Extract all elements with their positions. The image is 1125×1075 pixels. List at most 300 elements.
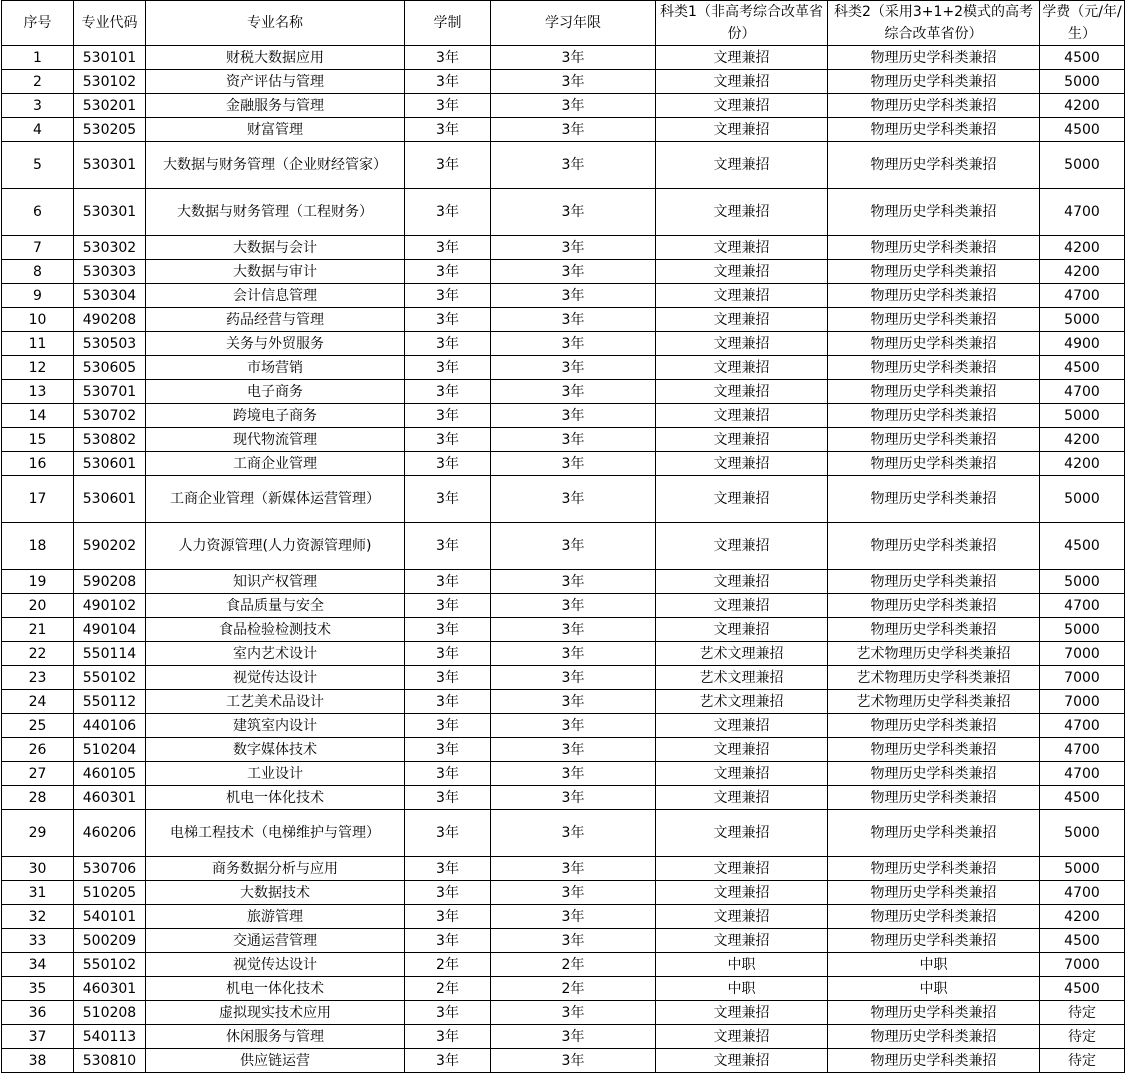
cell-years: 3年: [491, 666, 656, 690]
table-row: [2, 94, 1125, 118]
cell-name: 室内艺术设计: [146, 642, 405, 666]
cell-index: 28: [2, 786, 74, 810]
cell-years: 3年: [491, 738, 656, 762]
cell-years: 3年: [491, 380, 656, 404]
cell-index: 8: [2, 260, 74, 284]
cell-code: 440106: [74, 714, 146, 738]
cell-category2: 物理历史学科类兼招: [828, 284, 1040, 308]
cell-code: 530701: [74, 380, 146, 404]
col-header-code: 专业代码: [74, 1, 146, 46]
cell-code: 490102: [74, 594, 146, 618]
cell-system: 3年: [405, 714, 491, 738]
cell-index: 20: [2, 594, 74, 618]
cell-tuition: 4700: [1040, 714, 1125, 738]
cell-category2: 物理历史学科类兼招: [828, 94, 1040, 118]
table-row: [2, 356, 1125, 380]
cell-code: 550112: [74, 690, 146, 714]
cell-name: 休闲服务与管理: [146, 1025, 405, 1049]
cell-category2: 物理历史学科类兼招: [828, 332, 1040, 356]
cell-category1: 文理兼招: [656, 284, 828, 308]
cell-tuition: 4700: [1040, 189, 1125, 236]
cell-code: 510208: [74, 1001, 146, 1025]
table-row: [2, 857, 1125, 881]
cell-tuition: 4700: [1040, 881, 1125, 905]
cell-category1: 文理兼招: [656, 523, 828, 570]
cell-years: 3年: [491, 618, 656, 642]
table-row: [2, 332, 1125, 356]
header-row: [2, 1, 1125, 46]
cell-index: 30: [2, 857, 74, 881]
cell-tuition: 4200: [1040, 905, 1125, 929]
cell-category1: 文理兼招: [656, 929, 828, 953]
cell-index: 38: [2, 1049, 74, 1073]
cell-years: 3年: [491, 642, 656, 666]
cell-code: 550102: [74, 666, 146, 690]
cell-index: 22: [2, 642, 74, 666]
cell-name: 工艺美术品设计: [146, 690, 405, 714]
cell-category1: 文理兼招: [656, 594, 828, 618]
cell-tuition: 7000: [1040, 953, 1125, 977]
cell-system: 3年: [405, 142, 491, 189]
cell-tuition: 待定: [1040, 1025, 1125, 1049]
cell-index: 1: [2, 46, 74, 70]
table-row: [2, 618, 1125, 642]
cell-category1: 中职: [656, 977, 828, 1001]
cell-tuition: 7000: [1040, 666, 1125, 690]
cell-name: 工业设计: [146, 762, 405, 786]
cell-category2: 艺术物理历史学科类兼招: [828, 690, 1040, 714]
cell-code: 550102: [74, 953, 146, 977]
cell-category2: 物理历史学科类兼招: [828, 929, 1040, 953]
cell-system: 3年: [405, 738, 491, 762]
cell-category1: 文理兼招: [656, 786, 828, 810]
cell-system: 3年: [405, 428, 491, 452]
table-row: [2, 738, 1125, 762]
cell-tuition: 4500: [1040, 977, 1125, 1001]
cell-system: 3年: [405, 881, 491, 905]
cell-category2: 物理历史学科类兼招: [828, 428, 1040, 452]
cell-category1: 文理兼招: [656, 404, 828, 428]
cell-years: 3年: [491, 308, 656, 332]
cell-code: 530303: [74, 260, 146, 284]
cell-tuition: 4500: [1040, 523, 1125, 570]
table-row: [2, 428, 1125, 452]
cell-system: 3年: [405, 308, 491, 332]
cell-tuition: 5000: [1040, 142, 1125, 189]
cell-years: 3年: [491, 70, 656, 94]
table-row: [2, 260, 1125, 284]
cell-category2: 物理历史学科类兼招: [828, 260, 1040, 284]
cell-tuition: 4500: [1040, 786, 1125, 810]
table-row: [2, 142, 1125, 189]
cell-index: 13: [2, 380, 74, 404]
cell-years: 3年: [491, 881, 656, 905]
cell-code: 500209: [74, 929, 146, 953]
cell-system: 3年: [405, 594, 491, 618]
cell-tuition: 5000: [1040, 404, 1125, 428]
cell-years: 3年: [491, 284, 656, 308]
cell-name: 交通运营管理: [146, 929, 405, 953]
cell-name: 商务数据分析与应用: [146, 857, 405, 881]
cell-tuition: 4500: [1040, 118, 1125, 142]
cell-category2: 物理历史学科类兼招: [828, 810, 1040, 857]
cell-category1: 艺术文理兼招: [656, 666, 828, 690]
cell-category1: 文理兼招: [656, 46, 828, 70]
cell-index: 27: [2, 762, 74, 786]
cell-years: 3年: [491, 857, 656, 881]
table-row: [2, 523, 1125, 570]
cell-code: 510204: [74, 738, 146, 762]
cell-years: 3年: [491, 714, 656, 738]
table-row: [2, 977, 1125, 1001]
table-row: [2, 666, 1125, 690]
cell-tuition: 4900: [1040, 332, 1125, 356]
cell-name: 大数据与财务管理（企业财经管家）: [146, 142, 405, 189]
col-header-category2: 科类2（采用3+1+2模式的高考综合改革省份）: [828, 1, 1040, 46]
cell-code: 530503: [74, 332, 146, 356]
cell-code: 530702: [74, 404, 146, 428]
cell-category1: 文理兼招: [656, 857, 828, 881]
cell-index: 34: [2, 953, 74, 977]
cell-category2: 物理历史学科类兼招: [828, 1001, 1040, 1025]
cell-index: 5: [2, 142, 74, 189]
cell-code: 530605: [74, 356, 146, 380]
table-row: [2, 905, 1125, 929]
cell-index: 2: [2, 70, 74, 94]
cell-years: 3年: [491, 118, 656, 142]
cell-name: 大数据技术: [146, 881, 405, 905]
cell-tuition: 5000: [1040, 618, 1125, 642]
cell-tuition: 4200: [1040, 236, 1125, 260]
cell-category1: 文理兼招: [656, 380, 828, 404]
cell-years: 2年: [491, 953, 656, 977]
cell-index: 15: [2, 428, 74, 452]
cell-tuition: 7000: [1040, 642, 1125, 666]
cell-system: 3年: [405, 570, 491, 594]
table-row: [2, 690, 1125, 714]
cell-system: 3年: [405, 332, 491, 356]
cell-category1: 文理兼招: [656, 428, 828, 452]
cell-category2: 物理历史学科类兼招: [828, 46, 1040, 70]
cell-category1: 文理兼招: [656, 94, 828, 118]
cell-code: 530601: [74, 452, 146, 476]
col-header-tuition: 学费（元/年/生）: [1040, 1, 1125, 46]
cell-name: 视觉传达设计: [146, 953, 405, 977]
cell-tuition: 5000: [1040, 70, 1125, 94]
cell-index: 33: [2, 929, 74, 953]
cell-name: 现代物流管理: [146, 428, 405, 452]
table-row: [2, 929, 1125, 953]
cell-name: 大数据与财务管理（工程财务）: [146, 189, 405, 236]
cell-category2: 物理历史学科类兼招: [828, 523, 1040, 570]
majors-table: [1, 0, 1125, 1073]
cell-years: 3年: [491, 1001, 656, 1025]
cell-index: 25: [2, 714, 74, 738]
cell-code: 460301: [74, 786, 146, 810]
cell-category1: 文理兼招: [656, 714, 828, 738]
cell-category2: 物理历史学科类兼招: [828, 618, 1040, 642]
cell-tuition: 7000: [1040, 690, 1125, 714]
table-row: [2, 189, 1125, 236]
cell-category2: 物理历史学科类兼招: [828, 714, 1040, 738]
cell-code: 530802: [74, 428, 146, 452]
cell-index: 14: [2, 404, 74, 428]
cell-years: 3年: [491, 332, 656, 356]
cell-category2: 物理历史学科类兼招: [828, 738, 1040, 762]
table-row: [2, 284, 1125, 308]
cell-index: 31: [2, 881, 74, 905]
cell-system: 3年: [405, 857, 491, 881]
cell-category2: 物理历史学科类兼招: [828, 762, 1040, 786]
cell-years: 3年: [491, 236, 656, 260]
cell-category2: 物理历史学科类兼招: [828, 570, 1040, 594]
cell-years: 3年: [491, 570, 656, 594]
cell-category1: 文理兼招: [656, 236, 828, 260]
cell-code: 490208: [74, 308, 146, 332]
cell-system: 3年: [405, 476, 491, 523]
cell-name: 机电一体化技术: [146, 786, 405, 810]
cell-system: 3年: [405, 666, 491, 690]
cell-code: 530601: [74, 476, 146, 523]
cell-years: 3年: [491, 189, 656, 236]
cell-name: 财税大数据应用: [146, 46, 405, 70]
cell-name: 工商企业管理: [146, 452, 405, 476]
cell-years: 3年: [491, 46, 656, 70]
table-row: [2, 953, 1125, 977]
cell-category1: 文理兼招: [656, 118, 828, 142]
cell-category2: 物理历史学科类兼招: [828, 70, 1040, 94]
cell-tuition: 4700: [1040, 594, 1125, 618]
cell-category1: 文理兼招: [656, 476, 828, 523]
cell-category1: 文理兼招: [656, 332, 828, 356]
cell-system: 3年: [405, 380, 491, 404]
cell-category1: 文理兼招: [656, 308, 828, 332]
cell-years: 3年: [491, 476, 656, 523]
table-row: [2, 404, 1125, 428]
cell-years: 3年: [491, 404, 656, 428]
cell-system: 3年: [405, 70, 491, 94]
cell-name: 电子商务: [146, 380, 405, 404]
table-row: [2, 476, 1125, 523]
cell-name: 金融服务与管理: [146, 94, 405, 118]
table-row: [2, 810, 1125, 857]
cell-name: 旅游管理: [146, 905, 405, 929]
cell-system: 3年: [405, 905, 491, 929]
cell-index: 19: [2, 570, 74, 594]
cell-category2: 物理历史学科类兼招: [828, 189, 1040, 236]
table-row: [2, 762, 1125, 786]
cell-code: 530102: [74, 70, 146, 94]
cell-code: 530304: [74, 284, 146, 308]
cell-code: 530301: [74, 189, 146, 236]
cell-index: 29: [2, 810, 74, 857]
cell-index: 16: [2, 452, 74, 476]
cell-category2: 物理历史学科类兼招: [828, 1049, 1040, 1073]
cell-name: 食品检验检测技术: [146, 618, 405, 642]
cell-index: 36: [2, 1001, 74, 1025]
cell-years: 3年: [491, 786, 656, 810]
cell-index: 3: [2, 94, 74, 118]
cell-code: 460301: [74, 977, 146, 1001]
cell-years: 3年: [491, 452, 656, 476]
cell-system: 2年: [405, 977, 491, 1001]
cell-system: 3年: [405, 46, 491, 70]
cell-system: 3年: [405, 1025, 491, 1049]
table-row: [2, 118, 1125, 142]
cell-years: 3年: [491, 929, 656, 953]
cell-category2: 物理历史学科类兼招: [828, 236, 1040, 260]
cell-years: 3年: [491, 260, 656, 284]
cell-system: 3年: [405, 94, 491, 118]
cell-index: 26: [2, 738, 74, 762]
cell-category1: 文理兼招: [656, 881, 828, 905]
table-row: [2, 1001, 1125, 1025]
cell-name: 电梯工程技术（电梯维护与管理）: [146, 810, 405, 857]
cell-tuition: 4500: [1040, 46, 1125, 70]
cell-tuition: 5000: [1040, 857, 1125, 881]
cell-name: 关务与外贸服务: [146, 332, 405, 356]
cell-index: 17: [2, 476, 74, 523]
cell-system: 3年: [405, 642, 491, 666]
cell-name: 跨境电子商务: [146, 404, 405, 428]
cell-category2: 中职: [828, 953, 1040, 977]
col-header-name: 专业名称: [146, 1, 405, 46]
cell-name: 数字媒体技术: [146, 738, 405, 762]
table-row: [2, 881, 1125, 905]
cell-category1: 文理兼招: [656, 810, 828, 857]
cell-category2: 艺术物理历史学科类兼招: [828, 642, 1040, 666]
cell-name: 工商企业管理（新媒体运营管理）: [146, 476, 405, 523]
cell-tuition: 4700: [1040, 762, 1125, 786]
col-header-years: 学习年限: [491, 1, 656, 46]
cell-category1: 文理兼招: [656, 618, 828, 642]
cell-system: 3年: [405, 118, 491, 142]
cell-system: 3年: [405, 690, 491, 714]
cell-code: 530101: [74, 46, 146, 70]
cell-index: 10: [2, 308, 74, 332]
cell-system: 3年: [405, 618, 491, 642]
cell-name: 机电一体化技术: [146, 977, 405, 1001]
cell-tuition: 5000: [1040, 810, 1125, 857]
cell-category1: 文理兼招: [656, 1025, 828, 1049]
cell-system: 3年: [405, 1001, 491, 1025]
cell-category1: 文理兼招: [656, 762, 828, 786]
cell-tuition: 4700: [1040, 284, 1125, 308]
cell-category1: 文理兼招: [656, 1049, 828, 1073]
cell-code: 590202: [74, 523, 146, 570]
cell-name: 供应链运营: [146, 1049, 405, 1073]
cell-years: 3年: [491, 690, 656, 714]
cell-years: 3年: [491, 523, 656, 570]
cell-years: 2年: [491, 977, 656, 1001]
table-row: [2, 380, 1125, 404]
cell-name: 大数据与会计: [146, 236, 405, 260]
cell-index: 12: [2, 356, 74, 380]
cell-code: 490104: [74, 618, 146, 642]
cell-system: 3年: [405, 929, 491, 953]
cell-tuition: 4700: [1040, 380, 1125, 404]
cell-category1: 文理兼招: [656, 452, 828, 476]
cell-category2: 物理历史学科类兼招: [828, 380, 1040, 404]
cell-tuition: 4200: [1040, 94, 1125, 118]
cell-name: 资产评估与管理: [146, 70, 405, 94]
cell-tuition: 5000: [1040, 476, 1125, 523]
table-row: [2, 70, 1125, 94]
cell-category2: 物理历史学科类兼招: [828, 142, 1040, 189]
table-body: [2, 46, 1125, 1073]
cell-system: 3年: [405, 189, 491, 236]
cell-code: 530810: [74, 1049, 146, 1073]
cell-system: 3年: [405, 404, 491, 428]
cell-years: 3年: [491, 428, 656, 452]
cell-category1: 文理兼招: [656, 905, 828, 929]
col-header-index: 序号: [2, 1, 74, 46]
cell-tuition: 4200: [1040, 452, 1125, 476]
cell-years: 3年: [491, 142, 656, 189]
cell-category2: 物理历史学科类兼招: [828, 881, 1040, 905]
cell-system: 3年: [405, 523, 491, 570]
cell-tuition: 4700: [1040, 738, 1125, 762]
cell-category2: 物理历史学科类兼招: [828, 476, 1040, 523]
cell-system: 3年: [405, 356, 491, 380]
cell-category1: 中职: [656, 953, 828, 977]
cell-years: 3年: [491, 810, 656, 857]
cell-code: 530302: [74, 236, 146, 260]
table-row: [2, 236, 1125, 260]
cell-system: 3年: [405, 810, 491, 857]
cell-tuition: 5000: [1040, 308, 1125, 332]
cell-code: 590208: [74, 570, 146, 594]
cell-category2: 中职: [828, 977, 1040, 1001]
cell-system: 2年: [405, 953, 491, 977]
cell-code: 530301: [74, 142, 146, 189]
cell-years: 3年: [491, 356, 656, 380]
cell-category1: 文理兼招: [656, 70, 828, 94]
table-row: [2, 1049, 1125, 1073]
cell-index: 4: [2, 118, 74, 142]
cell-index: 21: [2, 618, 74, 642]
cell-name: 虚拟现实技术应用: [146, 1001, 405, 1025]
cell-name: 建筑室内设计: [146, 714, 405, 738]
cell-index: 37: [2, 1025, 74, 1049]
cell-index: 6: [2, 189, 74, 236]
table-row: [2, 786, 1125, 810]
cell-category1: 文理兼招: [656, 142, 828, 189]
cell-name: 大数据与审计: [146, 260, 405, 284]
cell-code: 540101: [74, 905, 146, 929]
col-header-system: 学制: [405, 1, 491, 46]
cell-name: 市场营销: [146, 356, 405, 380]
cell-system: 3年: [405, 762, 491, 786]
cell-name: 食品质量与安全: [146, 594, 405, 618]
table-row: [2, 308, 1125, 332]
cell-category2: 物理历史学科类兼招: [828, 905, 1040, 929]
cell-years: 3年: [491, 762, 656, 786]
cell-category1: 文理兼招: [656, 570, 828, 594]
cell-category2: 物理历史学科类兼招: [828, 356, 1040, 380]
cell-index: 11: [2, 332, 74, 356]
cell-code: 550114: [74, 642, 146, 666]
cell-category1: 文理兼招: [656, 260, 828, 284]
cell-index: 23: [2, 666, 74, 690]
table-row: [2, 452, 1125, 476]
cell-tuition: 4500: [1040, 929, 1125, 953]
cell-years: 3年: [491, 1049, 656, 1073]
cell-tuition: 待定: [1040, 1049, 1125, 1073]
cell-category2: 物理历史学科类兼招: [828, 857, 1040, 881]
cell-years: 3年: [491, 594, 656, 618]
cell-category2: 物理历史学科类兼招: [828, 786, 1040, 810]
